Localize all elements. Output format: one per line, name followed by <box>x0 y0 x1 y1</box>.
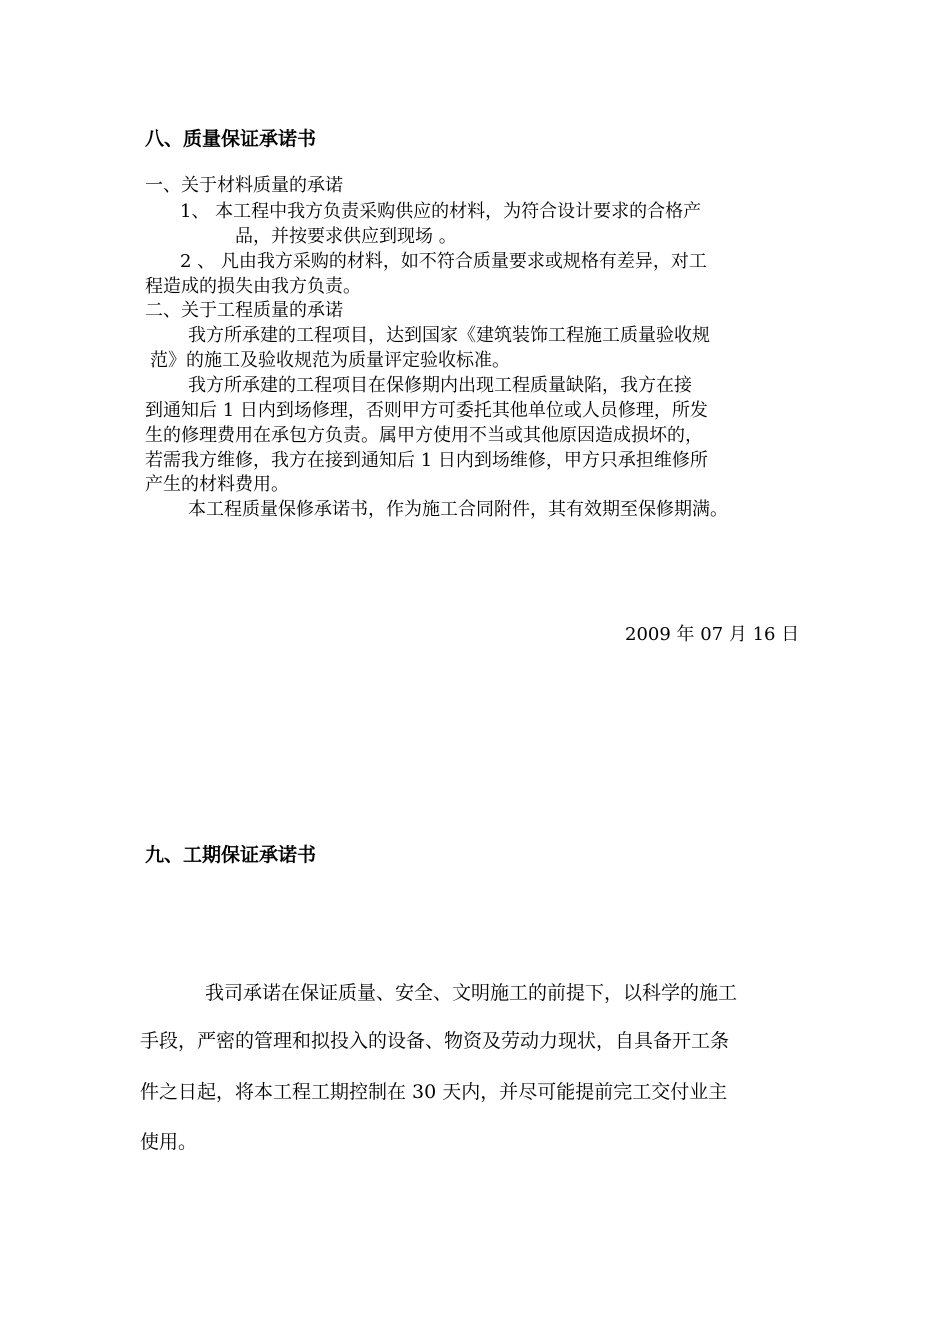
quality-para-2-line-5: 产生的材料费用。 <box>145 474 289 495</box>
section-9-title: 九、工期保证承诺书 <box>145 844 317 866</box>
quality-para-3: 本工程质量保修承诺书，作为施工合同附件，其有效期至保修期满。 <box>188 499 728 520</box>
schedule-para-line-3: 件之日起，将本工程工期控制在 30 天内，并尽可能提前完工交付业主 <box>140 1081 728 1103</box>
material-clause-2-line-2: 程造成的损失由我方负责。 <box>145 276 361 297</box>
section-8-title: 八、质量保证承诺书 <box>145 128 317 150</box>
subheading-engineering-quality: 二、关于工程质量的承诺 <box>145 300 343 321</box>
quality-para-2-line-1: 我方所承建的工程项目在保修期内出现工程质量缺陷，我方在接 <box>188 375 692 396</box>
subheading-material-quality: 一、关于材料质量的承诺 <box>145 175 343 196</box>
schedule-para-line-1: 我司承诺在保证质量、安全、文明施工的前提下，以科学的施工 <box>205 982 738 1004</box>
quality-para-2-line-2: 到通知后 1 日内到场修理，否则甲方可委托其他单位或人员修理，所发 <box>145 400 708 421</box>
quality-para-2-line-3: 生的修理费用在承包方负责。属甲方使用不当或其他原因造成损坏的， <box>145 425 703 446</box>
quality-para-1-line-2: 范》的施工及验收规范为质量评定验收标准。 <box>150 350 510 371</box>
quality-para-2-line-4: 若需我方维修，我方在接到通知后 1 日内到场维修，甲方只承担维修所 <box>145 450 708 471</box>
material-clause-1-line-1: 1、 本工程中我方负责采购供应的材料，为符合设计要求的合格产 <box>180 201 702 222</box>
material-clause-1-line-2: 品，并按要求供应到现场 。 <box>235 226 457 247</box>
schedule-para-line-4: 使用。 <box>140 1131 198 1153</box>
signature-date: 2009 年 07 月 16 日 <box>625 624 800 645</box>
schedule-para-line-2: 手段，严密的管理和拟投入的设备、物资及劳动力现状，自具备开工条 <box>140 1030 730 1052</box>
material-clause-2-line-1: 2 、 凡由我方采购的材料，如不符合质量要求或规格有差异，对工 <box>180 251 707 272</box>
quality-para-1-line-1: 我方所承建的工程项目，达到国家《建筑装饰工程施工质量验收规 <box>188 325 710 346</box>
